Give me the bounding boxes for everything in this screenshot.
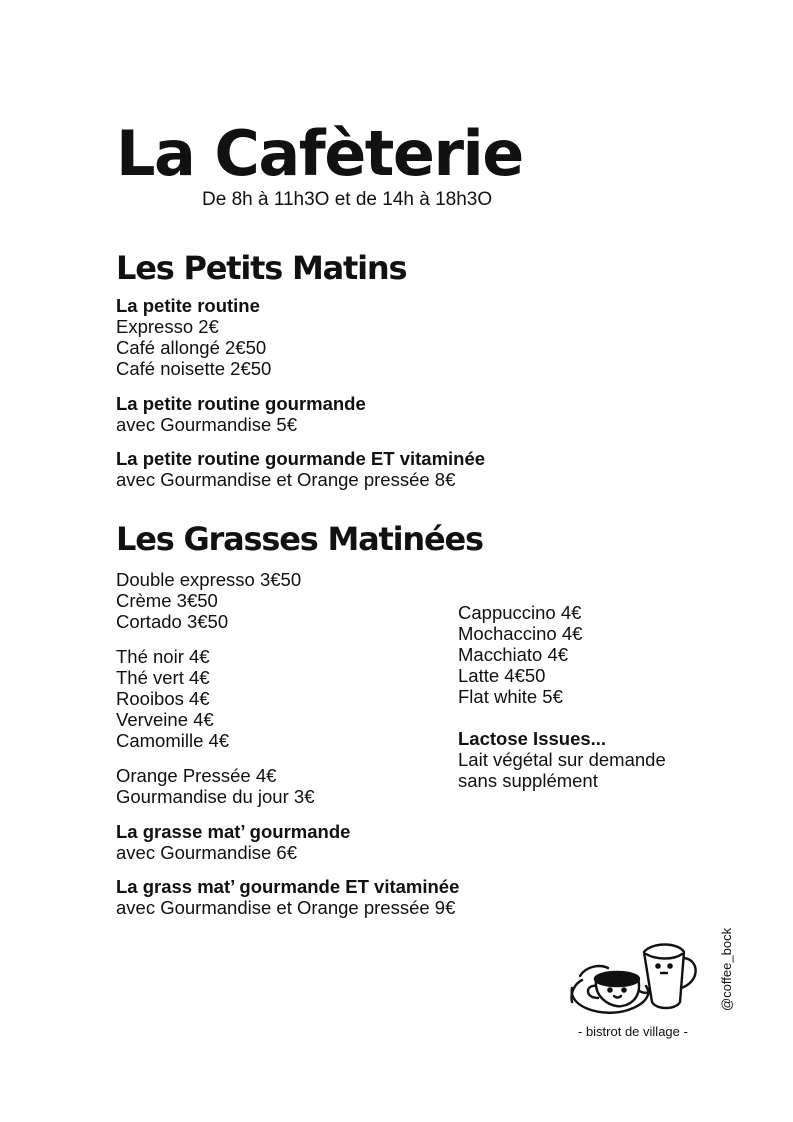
menu-group-grass-mat-vitaminee [116,876,459,918]
group-heading: Lactose Issues... [458,728,607,749]
menu-item: Flat white 5€ [458,686,563,707]
group-heading: La grasse mat’ gourmande [116,821,351,842]
menu-item: Rooibos 4€ [116,688,210,709]
menu-item: Verveine 4€ [116,709,214,730]
menu-note: sans supplément [458,770,598,791]
section-title-grasses-matinees: Les Grasses Matinées [116,520,483,558]
group-heading: La petite routine gourmande [116,393,366,414]
menu-group-teas [116,646,229,751]
menu-item: Camomille 4€ [116,730,230,751]
menu-item: Thé vert 4€ [116,667,210,688]
menu-item: Cappuccino 4€ [458,602,582,623]
group-heading: La petite routine [116,295,260,316]
page-title: La Cafèterie [116,117,523,190]
instagram-handle: @coffee_bock [719,927,734,1011]
menu-item: Café noisette 2€50 [116,358,272,379]
menu-item: Mochaccino 4€ [458,623,583,644]
menu-item: avec Gourmandise 6€ [116,842,297,863]
menu-item: Latte 4€50 [458,665,546,686]
menu-item: Cortado 3€50 [116,611,229,632]
menu-item: avec Gourmandise et Orange pressée 9€ [116,897,456,918]
menu-item: Double expresso 3€50 [116,569,302,590]
tagline: - bistrot de village - [578,1024,688,1039]
coffee-cups-illustration [566,936,706,1020]
group-heading: La grass mat’ gourmande ET vitaminée [116,876,460,897]
menu-group-petite-routine-gourmande [116,393,366,435]
menu-group-petite-routine-vitaminee [116,448,485,490]
menu-item: avec Gourmandise 5€ [116,414,297,435]
menu-item: Thé noir 4€ [116,646,210,667]
menu-item: Café allongé 2€50 [116,337,267,358]
menu-item: Macchiato 4€ [458,644,569,665]
menu-group-grasse-mat-gourmande [116,821,350,863]
opening-hours: De 8h à 11h3O et de 14h à 18h3O [202,189,493,210]
section-title-petits-matins: Les Petits Matins [116,249,407,287]
menu-group-petite-routine [116,295,271,379]
menu-item: Orange Pressée 4€ [116,765,277,786]
menu-group-extras [116,765,314,807]
menu-item: Crème 3€50 [116,590,218,611]
menu-note: Lait végétal sur demande [458,749,666,770]
menu-group-lactose [458,728,666,791]
menu-group-coffees [116,569,301,632]
group-heading: La petite routine gourmande ET vitaminée [116,448,486,469]
menu-group-milk-drinks [458,602,582,707]
menu-item: Expresso 2€ [116,316,219,337]
menu-item: avec Gourmandise et Orange pressée 8€ [116,469,456,490]
menu-item: Gourmandise du jour 3€ [116,786,315,807]
